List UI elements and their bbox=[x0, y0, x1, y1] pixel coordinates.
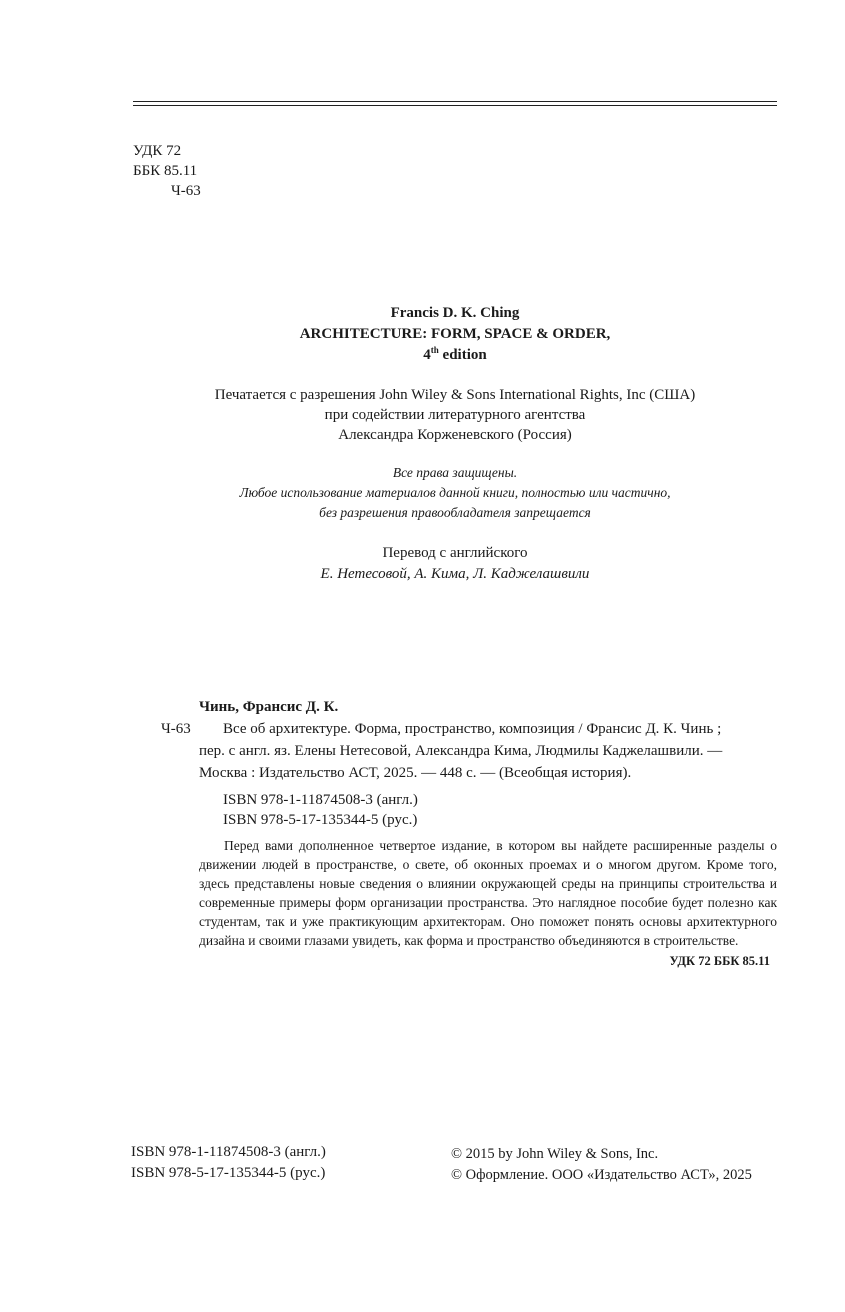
biblio-isbn-en: ISBN 978-1-11874508-3 (англ.) bbox=[223, 792, 418, 808]
rights-line: без разрешения правообладателя запрещается bbox=[319, 505, 591, 520]
original-title: ARCHITECTURE: FORM, SPACE & ORDER, bbox=[299, 326, 611, 342]
permission-line: при содействии литературного агентства bbox=[324, 407, 586, 423]
original-edition: 4th edition bbox=[423, 345, 487, 363]
biblio-isbn-ru: ISBN 978-5-17-135344-5 (рус.) bbox=[223, 812, 418, 828]
annotation-bbk: ББК 85.11 bbox=[713, 954, 770, 968]
translation-label: Перевод с английского bbox=[382, 545, 528, 561]
copyright-ast: © Оформление. ООО «Издательство АСТ», 2025 bbox=[451, 1167, 752, 1183]
rights-line: Любое использование материалов данной книги, полностью или частично, bbox=[239, 485, 671, 500]
biblio-line: пер. с англ. яз. Елены Нетесовой, Александра Кима, Людмилы Каджелашвили. — bbox=[199, 743, 723, 759]
rights-notice bbox=[133, 463, 777, 523]
biblio-author-heading: Чинь, Франсис Д. К. bbox=[199, 699, 339, 715]
footer-isbn-en: ISBN 978-1-11874508-3 (англ.) bbox=[131, 1144, 326, 1160]
annotation-text: Перед вами дополненное четвертое издание, в котором вы найдете расширенные разделы о движении людей в пространстве, о свете, об оконных проемах и о многом другом. Кроме того, здесь представлены новые сведения о влиянии окружающей среды на принципы строительства и современные примеры форм организации пространства. Это наглядное пособие будет полезно как студентам, так и уже практикующим архитекторам. Оно поможет понять основы архитектурного дизайна и своими глазами увидеть, как форма и пространство объединяются в строительстве. bbox=[199, 838, 777, 948]
footer-copyright bbox=[451, 1144, 752, 1186]
translator-names: Е. Нетесовой, А. Кима, Л. Каджелашвили bbox=[320, 566, 590, 582]
original-edition-info bbox=[133, 303, 777, 366]
footer-isbn-ru: ISBN 978-5-17-135344-5 (рус.) bbox=[131, 1165, 326, 1181]
annotation-codes bbox=[133, 952, 777, 970]
biblio-line: Все об архитектуре. Форма, пространство, композиция / Франсис Д. К. Чинь ; bbox=[223, 721, 722, 737]
author-sign: Ч-63 bbox=[171, 183, 201, 199]
udk-code: УДК 72 bbox=[133, 143, 182, 159]
biblio-line: Москва : Издательство АСТ, 2025. — 448 с. — (Всеобщая история). bbox=[199, 765, 632, 781]
biblio-isbn-block bbox=[133, 790, 777, 830]
original-author: Francis D. K. Ching bbox=[390, 305, 520, 321]
bbk-code: ББК 85.11 bbox=[133, 163, 198, 179]
bibliographic-record bbox=[133, 696, 777, 970]
classification-codes bbox=[133, 141, 201, 201]
top-rule-lower bbox=[133, 105, 777, 106]
footer-isbn bbox=[131, 1142, 326, 1184]
translation-credit bbox=[133, 543, 777, 585]
top-rule-upper bbox=[133, 101, 777, 102]
annotation-udk: УДК 72 bbox=[669, 954, 711, 968]
rights-line: Все права защищены. bbox=[392, 465, 518, 480]
copyright-wiley: © 2015 by John Wiley & Sons, Inc. bbox=[451, 1146, 659, 1162]
permission-line: Александра Корженевского (Россия) bbox=[338, 427, 572, 443]
biblio-first-row bbox=[133, 718, 777, 740]
permission-notice bbox=[133, 385, 777, 445]
permission-line: Печатается с разрешения John Wiley & Sons International Rights, Inc (США) bbox=[214, 387, 696, 403]
biblio-author-sign: Ч-63 bbox=[161, 721, 191, 737]
